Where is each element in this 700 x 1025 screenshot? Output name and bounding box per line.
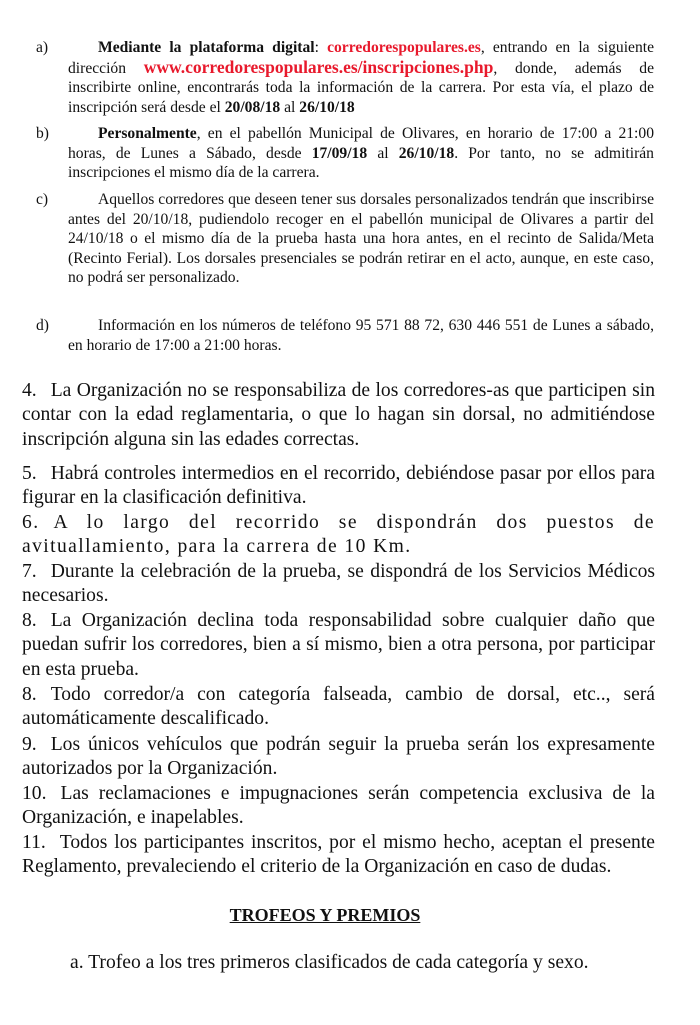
rule-text: Habrá controles intermedios en el recorrido, debiéndose pasar por ellos para figurar en la clasificación definitiva. xyxy=(22,463,655,509)
platform-link[interactable]: corredorespopulares.es xyxy=(327,39,481,56)
rule-text: Los únicos vehículos que podrán seguir la prueba serán los expresamente autorizados por la Organización. xyxy=(22,734,655,780)
rule-4 xyxy=(22,379,655,452)
option-letter: b) xyxy=(36,125,49,142)
rule-5 xyxy=(22,462,655,511)
option-letter: c) xyxy=(36,191,49,208)
rule-text: La Organización declina toda responsabilidad sobre cualquier daño que puedan sufrir los corredores, bien a sí mismo, bien a otra persona, por participar en esta prueba. xyxy=(22,610,655,680)
date-to: 26/10/18 xyxy=(299,98,355,116)
rule-number: 4. xyxy=(22,380,37,401)
rule-10 xyxy=(22,782,655,831)
rule-number: 9. xyxy=(22,734,37,755)
option-text: Información en los números de teléfono 95 571 88 72, 630 446 551 de Lunes a sábado, en horario de 17:00 a 21:00 horas. xyxy=(68,317,654,354)
rule-text: La Organización no se responsabiliza de los corredores-as que participen sin contar con la edad reglamentaria, o que lo hagan sin dorsal, no admitiéndose inscripción alguna sin las edades correctas. xyxy=(22,380,655,450)
rule-6 xyxy=(22,511,655,560)
rule-number: 8. xyxy=(22,610,37,631)
rule-11 xyxy=(22,831,655,880)
option-letter: d) xyxy=(36,317,49,334)
date-to: 26/10/18 xyxy=(398,144,455,162)
rule-number: 7. xyxy=(22,561,37,582)
date-from: 17/09/18 xyxy=(311,144,368,162)
rule-number: 10. xyxy=(22,783,47,804)
option-lead: Mediante la plataforma digital xyxy=(98,39,315,56)
rule-number: 5. xyxy=(22,463,37,484)
rule-text: Durante la celebración de la prueba, se dispondrá de los Servicios Médicos necesarios. xyxy=(22,561,655,607)
rule-8b xyxy=(22,683,655,732)
rule-text: Todos los participantes inscritos, por el mismo hecho, aceptan el presente Reglamento, prevaleciendo el criterio de la Organización en caso de dudas. xyxy=(22,832,655,878)
rule-7 xyxy=(22,560,655,609)
rule-number: 8. xyxy=(22,684,37,705)
registration-url-link[interactable]: www.corredorespopulares.es/inscripciones.php xyxy=(143,56,494,77)
registration-option-a: a) Mediante la plataforma digital: corredorespopulares.es, entrando en la siguiente dirección www.corredorespopulares.es/inscripciones.php, donde, además de inscribirte online, encontrarás toda la información de la carrera. Por esta vía, el plazo de inscripción será desde el 20/08/18 al 26/10/18 xyxy=(36,39,654,116)
date-from: 20/08/18 xyxy=(224,98,281,116)
option-letter: a) xyxy=(36,39,49,56)
registration-option-b: b) Personalmente, en el pabellón Municipal de Olivares, en horario de 17:00 a 21:00 horas, de Lunes a Sábado, desde 17/09/18 al 26/10/18. Por tanto, no se admitirán inscripciones el mismo día de la carrera. xyxy=(36,125,654,181)
option-lead: Personalmente xyxy=(98,125,197,142)
rule-number: 11. xyxy=(22,832,46,853)
rule-9 xyxy=(22,733,655,782)
rule-8a xyxy=(22,609,655,682)
awards-heading: TROFEOS Y PREMIOS xyxy=(229,905,421,925)
rule-text: Todo corredor/a con categoría falseada, cambio de dorsal, etc.., será automáticamente descalificado. xyxy=(22,684,655,730)
option-text: Aquellos corredores que deseen tener sus dorsales personalizados tendrán que inscribirse antes del 20/10/18, pudiendolo recoger en el pabellón municipal de Olivares a partir del 24/10/18 o el mismo día de la prueba hasta una hora antes, en el recinto de Salida/Meta (Recinto Ferial). Los dorsales presenciales se podrán retirar en el acto, aunque, en este caso, no podrá ser personalizado. xyxy=(68,191,654,286)
rule-text: A lo largo del recorrido se dispondrán dos puestos de avituallamiento, para la carrera de 10 Km. xyxy=(22,512,655,558)
rule-number: 6. xyxy=(22,512,40,533)
registration-option-c xyxy=(22,190,654,288)
rule-text: Las reclamaciones e impugnaciones serán competencia exclusiva de la Organización, e inapelables. xyxy=(22,783,655,829)
registration-option-d xyxy=(22,316,654,355)
award-item: a. Trofeo a los tres primeros clasificados de cada categoría y sexo. xyxy=(70,952,589,973)
